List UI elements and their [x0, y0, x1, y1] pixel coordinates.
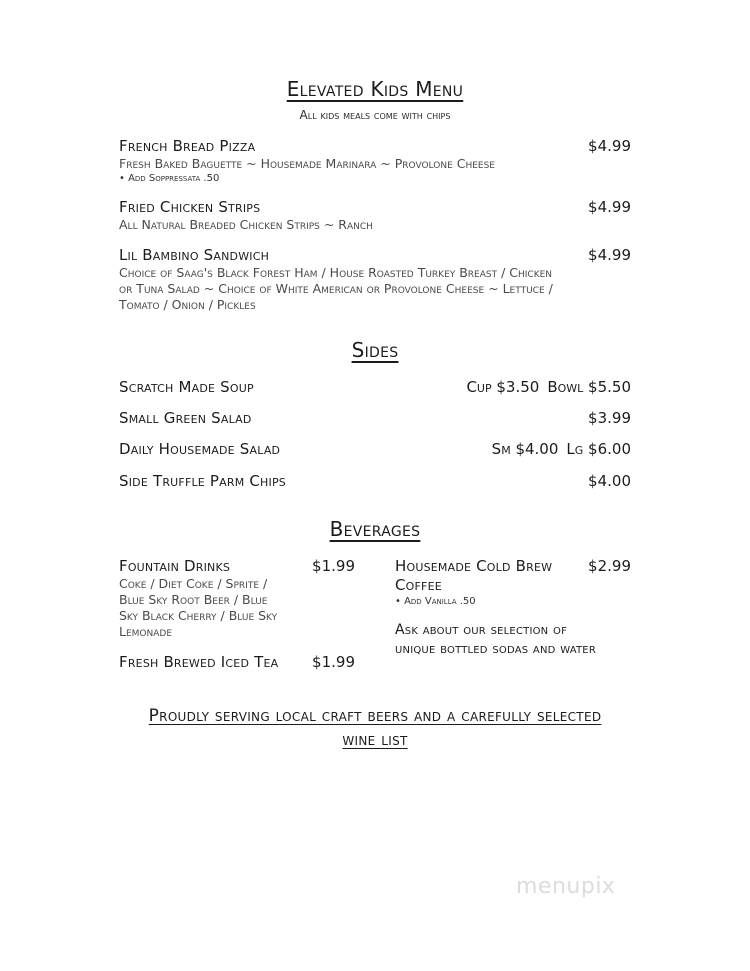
beverages-title: Beverages	[329, 517, 421, 541]
item-name: Daily Housemade Salad	[119, 440, 281, 458]
item-price: $4.99	[588, 198, 631, 216]
footer-note: Proudly serving local craft beers and a carefully selected wine list	[148, 706, 602, 750]
beverage-fountain-drinks	[119, 557, 355, 640]
item-name: Side Truffle Parm Chips	[119, 472, 286, 490]
item-description: Fresh Baked Baguette ~ Housemade Marinara ~ Provolone Cheese	[119, 156, 495, 171]
beverage-iced-tea	[119, 653, 355, 672]
menu-item-french-bread-pizza	[119, 137, 631, 185]
price-large: Lg $6.00	[566, 440, 631, 458]
item-price: $3.99	[588, 409, 631, 427]
price-bowl: Bowl $5.50	[547, 378, 631, 396]
item-price: $4.99	[588, 246, 631, 264]
item-name: Fried Chicken Strips	[119, 198, 261, 216]
item-price: $4.00	[588, 472, 631, 490]
item-addon: • Add Vanilla .50	[395, 596, 476, 607]
item-name: French Bread Pizza	[119, 137, 256, 155]
side-item-green-salad	[119, 409, 631, 429]
beverage-cold-brew	[395, 557, 631, 608]
item-name: Fresh Brewed Iced Tea	[119, 653, 279, 671]
price-small: Sm $4.00	[491, 440, 559, 458]
item-price	[466, 378, 631, 396]
item-description: Coke / Diet Coke / Sprite / Blue Sky Root Beer / Blue Sky Black Cherry / Blue Sky Lemonade	[119, 576, 278, 639]
item-name: Small Green Salad	[119, 409, 252, 427]
item-price: $1.99	[312, 653, 355, 671]
item-price: $1.99	[312, 557, 355, 575]
menu-item-lil-bambino-sandwich	[119, 246, 631, 313]
bottled-sodas-note: Ask about our selection of unique bottled sodas and water	[395, 622, 596, 657]
side-item-truffle-chips	[119, 472, 631, 492]
item-name: Scratch Made Soup	[119, 378, 254, 396]
side-item-housemade-salad	[119, 440, 631, 460]
item-name: Lil Bambino Sandwich	[119, 246, 270, 264]
side-item-soup	[119, 378, 631, 398]
item-name: Housemade Cold Brew Coffee	[395, 557, 553, 594]
price-cup: Cup $3.50	[466, 378, 540, 396]
item-price	[492, 440, 631, 458]
menupix-watermark: menupix	[516, 874, 616, 899]
menu-item-fried-chicken-strips	[119, 198, 631, 233]
kids-menu-subtitle: All kids meals come with chips	[299, 108, 451, 122]
item-description: Choice of Saag's Black Forest Ham / House Roasted Turkey Breast / Chicken or Tuna Salad ~ Choice of White American or Provolone Cheese ~ Lettuce / Tomato / Onion / Pickles	[119, 265, 553, 312]
item-name: Fountain Drinks	[119, 557, 231, 575]
item-price: $4.99	[588, 137, 631, 155]
item-addon: • Add Soppressata .50	[119, 173, 220, 184]
item-price: $2.99	[588, 557, 631, 575]
item-description: All Natural Breaded Chicken Strips ~ Ranch	[119, 217, 373, 232]
kids-menu-title: Elevated Kids Menu	[286, 77, 464, 101]
sides-title: Sides	[351, 338, 399, 362]
